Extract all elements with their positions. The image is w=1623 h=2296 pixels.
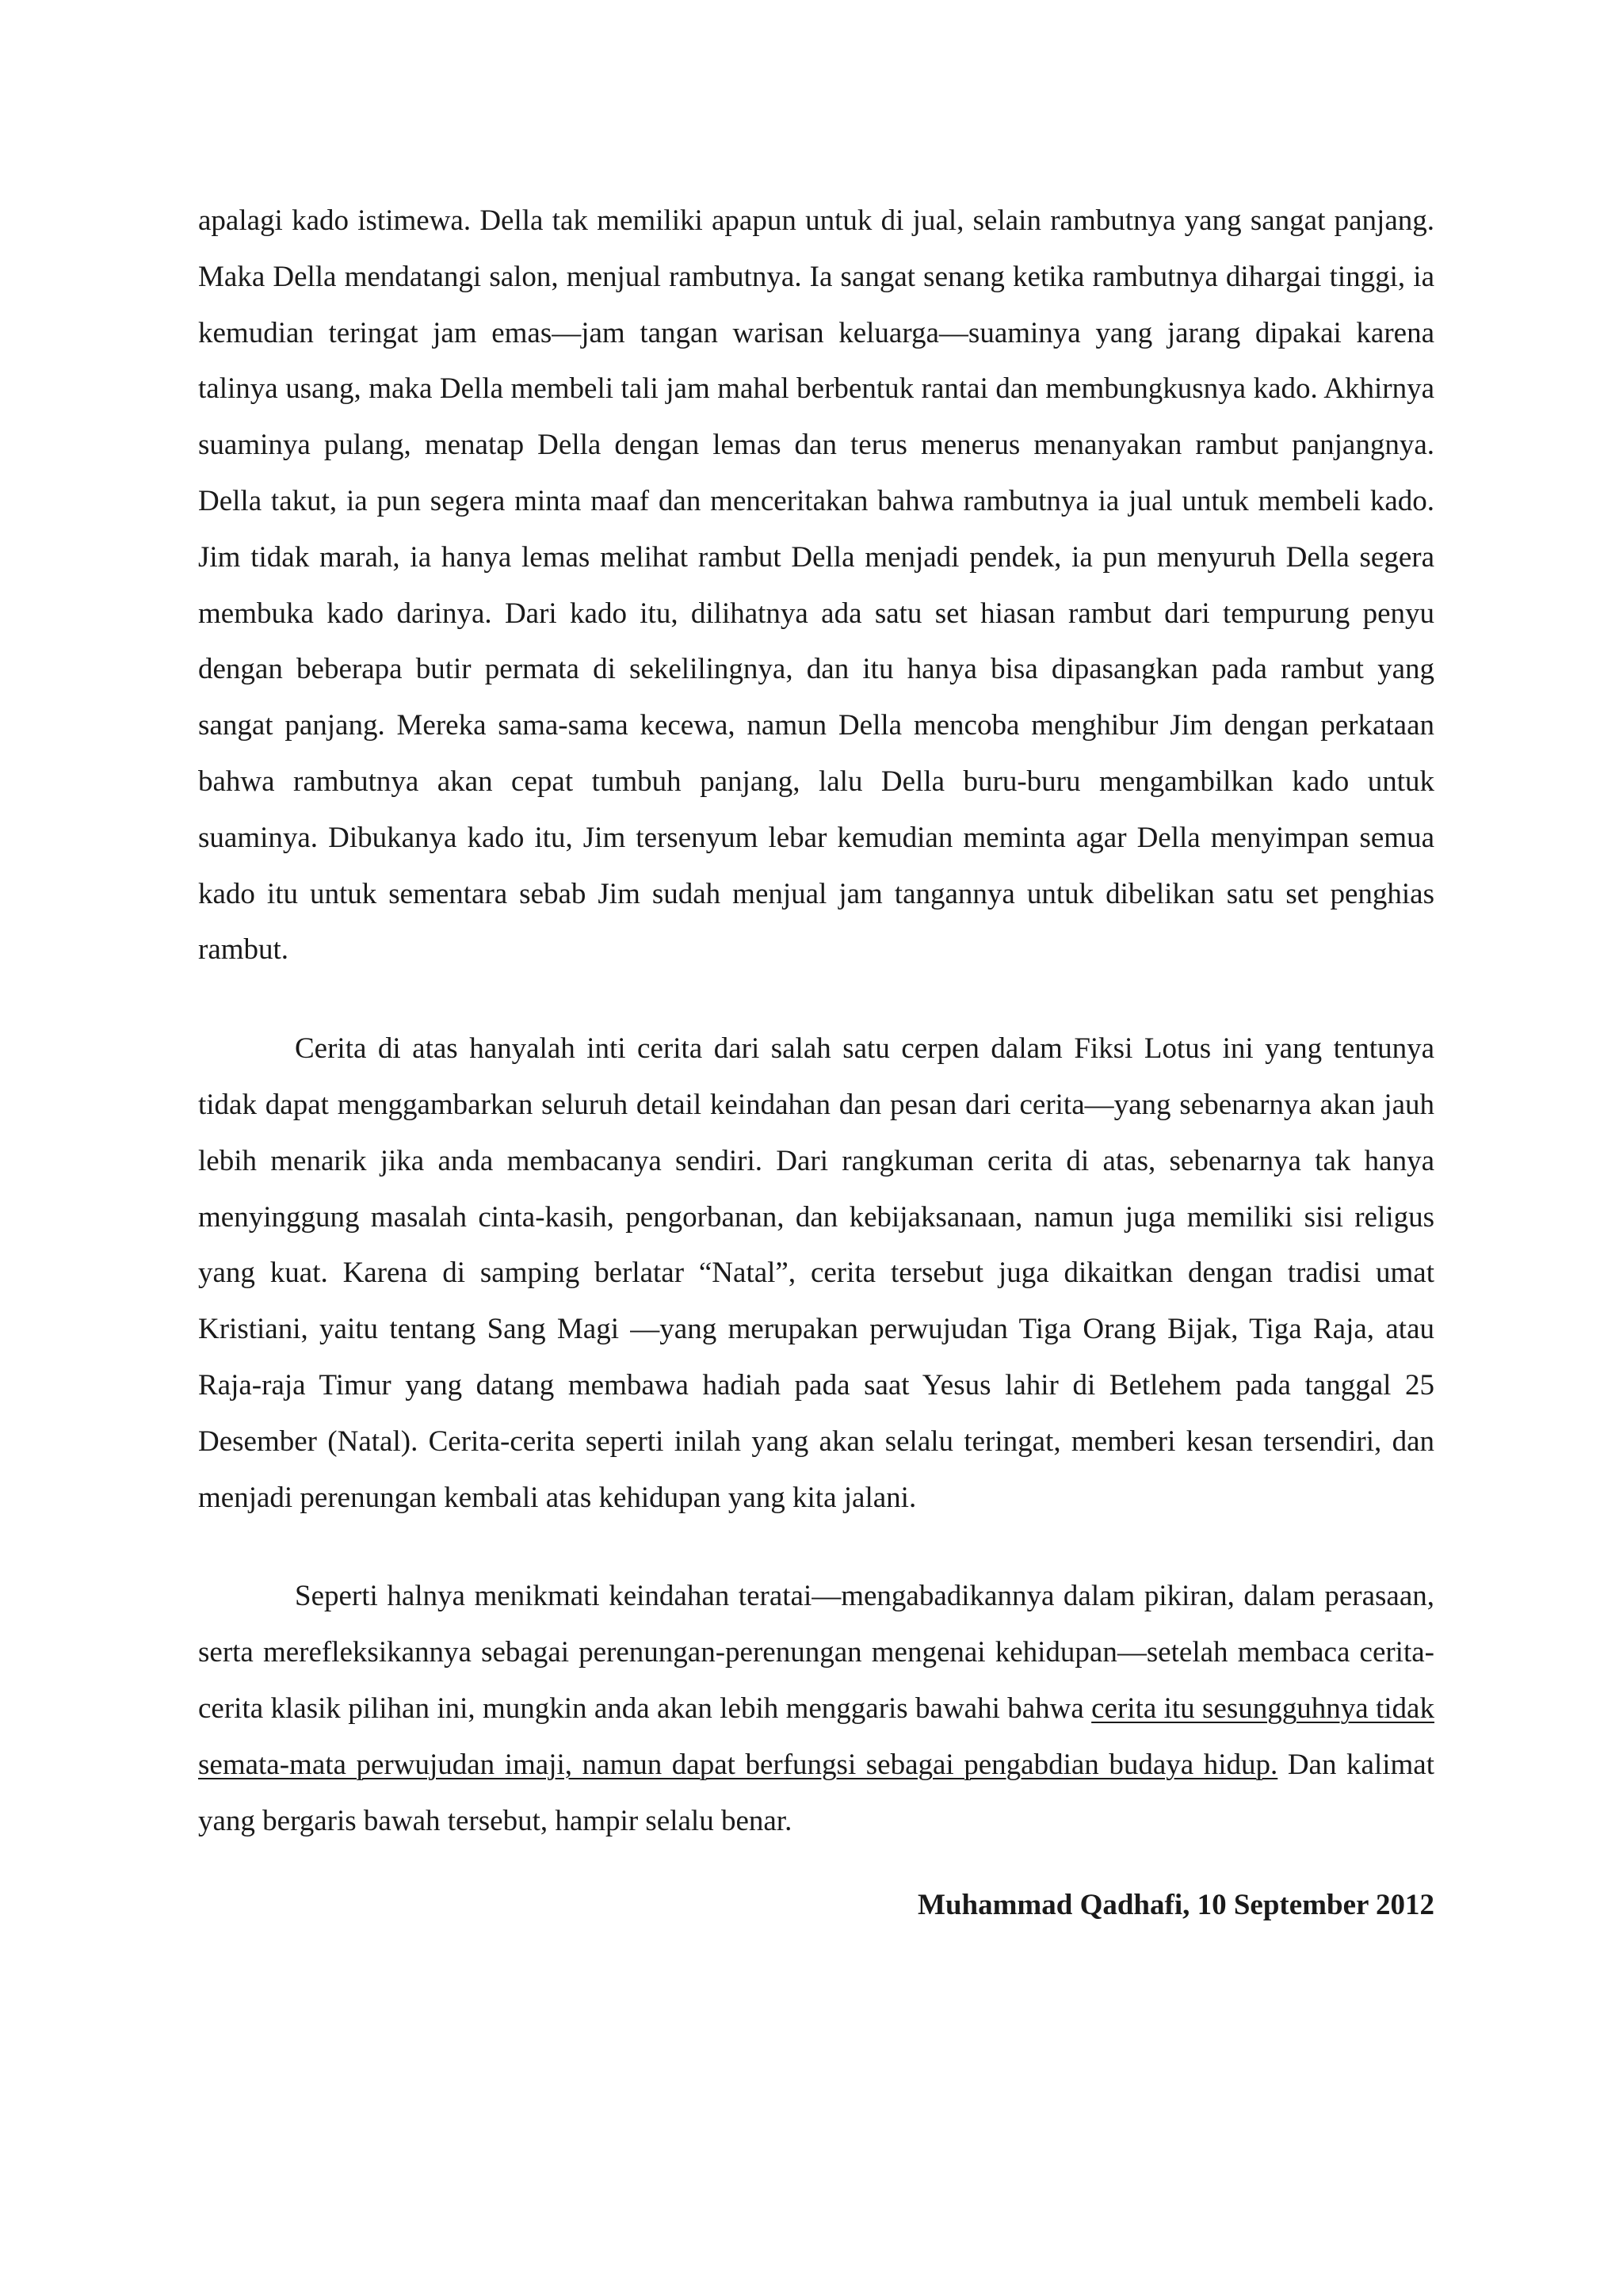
- paragraph-3-text-start: Seperti halnya menikmati keindahan teratai—mengabadikannya dalam pikiran, dalam perasaan, serta merefleksikannya sebagai perenungan-perenungan mengenai kehidupan—setelah membaca cerita-cerita klasik pilihan ini, mungkin anda akan lebih menggaris bawahi bahwa: [198, 1580, 1434, 1725]
- author-signature: Muhammad Qadhafi, 10 September 2012: [918, 1889, 1434, 1922]
- paragraph-1: [198, 193, 1434, 978]
- document-page: [198, 193, 1434, 1934]
- paragraph-2: [198, 1021, 1434, 1526]
- paragraph-1-text: apalagi kado istimewa. Della tak memiliki apapun untuk di jual, selain rambutnya yang sangat panjang. Maka Della mendatangi salon, menjual rambutnya. Ia sangat senang ketika rambutnya dihargai tinggi, ia kemudian teringat jam emas—jam tangan warisan keluarga—suaminya yang jarang dipakai karena talinya usang, maka Della membeli tali jam mahal berbentuk rantai dan membungkusnya kado. Akhirnya suaminya pulang, menatap Della dengan lemas dan terus menerus menanyakan rambut panjangnya. Della takut, ia pun segera minta maaf dan menceritakan bahwa rambutnya ia jual untuk membeli kado. Jim tidak marah, ia hanya lemas melihat rambut Della menjadi pendek, ia pun menyuruh Della segera membuka kado darinya. Dari kado itu, dilihatnya ada satu set hiasan rambut dari tempurung penyu dengan beberapa butir permata di sekelilingnya, dan itu hanya bisa dipasangkan pada rambut yang sangat panjang. Mereka sama-sama kecewa, namun Della mencoba menghibur Jim dengan perkataan bahwa rambutnya akan cepat tumbuh panjang, lalu Della buru-buru mengambilkan kado untuk suaminya. Dibukanya kado itu, Jim tersenyum lebar kemudian meminta agar Della menyimpan semua kado itu untuk sementara sebab Jim sudah menjual jam tangannya untuk dibelikan satu set penghias rambut.: [198, 204, 1434, 967]
- paragraph-3-text-end: Dan kalimat yang bergaris bawah tersebut, hampir selalu benar.: [198, 1748, 1434, 1837]
- underlined-statement: cerita itu sesungguhnya tidak semata-mata perwujudan imaji, namun dapat berfungsi sebagai pengabdian budaya hidup.: [198, 1691, 1434, 1781]
- paragraph-2-text: Cerita di atas hanyalah inti cerita dari salah satu cerpen dalam Fiksi Lotus ini yang tentunya tidak dapat menggambarkan seluruh detail keindahan dan pesan dari cerita—yang sebenarnya akan jauh lebih menarik jika anda membacanya sendiri. Dari rangkuman cerita di atas, sebenarnya tak hanya menyinggung masalah cinta-kasih, pengorbanan, dan kebijaksanaan, namun juga memiliki sisi religus yang kuat. Karena di samping berlatar “Natal”, cerita tersebut juga dikaitkan dengan tradisi umat Kristiani, yaitu tentang Sang Magi —yang merupakan perwujudan Tiga Orang Bijak, Tiga Raja, atau Raja-raja Timur yang datang membawa hadiah pada saat Yesus lahir di Betlehem pada tanggal 25 Desember (Natal). Cerita-cerita seperti inilah yang akan selalu teringat, memberi kesan tersendiri, dan menjadi perenungan kembali atas kehidupan yang kita jalani.: [198, 1032, 1434, 1514]
- paragraph-3: [198, 1569, 1434, 1849]
